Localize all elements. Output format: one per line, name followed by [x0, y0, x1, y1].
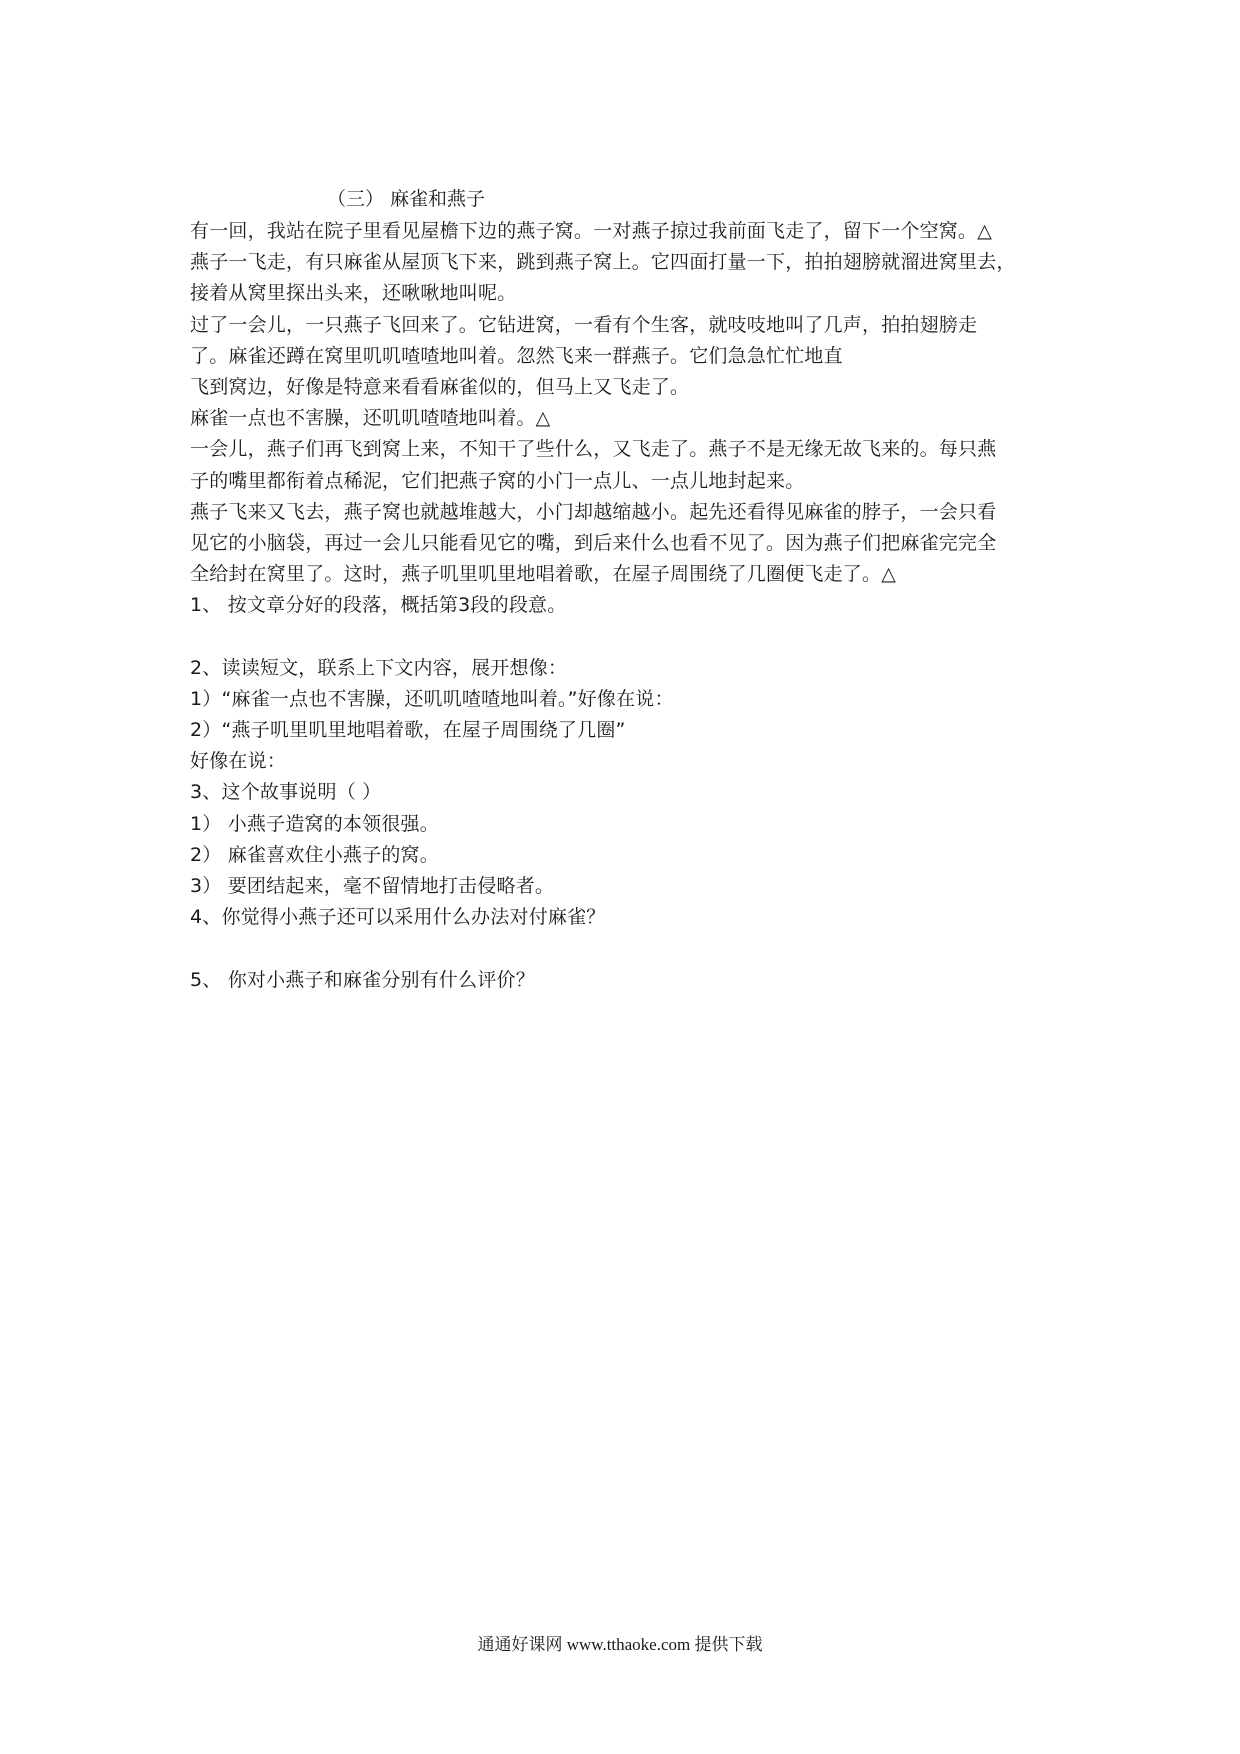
question-line: 5、 你对小燕子和麻雀分别有什么评价？	[190, 968, 535, 991]
question-line: 4、你觉得小燕子还可以采用什么办法对付麻雀？	[190, 906, 606, 929]
option-line: 2） 麻雀喜欢住小燕子的窝。	[190, 843, 439, 866]
blank-line	[190, 933, 1070, 964]
text-line: 有一回，我站在院子里看见屋檐下边的燕子窝。一对燕子掠过我前面飞走了，留下一个空窝。△	[190, 220, 993, 242]
blank-line	[190, 621, 1070, 652]
question-line: 3、这个故事说明（ ）	[190, 781, 382, 804]
document-title: （三） 麻雀和燕子	[327, 188, 486, 210]
text-line: 飞到窝边，好像是特意来看看麻雀似的，但马上又飞走了。	[190, 375, 690, 398]
question-line: 1、 按文章分好的段落，概括第3段的段意。	[190, 594, 567, 617]
page-footer: 通通好课网 www.tthaoke.com 提供下载	[477, 1635, 763, 1654]
question-line: 1）“麻雀一点也不害臊，还叽叽喳喳地叫着。”好像在说：	[190, 687, 674, 710]
option-line: 3） 要团结起来，毫不留情地打击侵略者。	[190, 874, 555, 897]
text-line: 麻雀一点也不害臊，还叽叽喳喳地叫着。△	[190, 407, 551, 430]
text-line: 见它的小脑袋，再过一会儿只能看见它的嘴，到后来什么也看不见了。因为燕子们把麻雀完完全	[190, 531, 997, 554]
document-body	[190, 216, 1070, 996]
text-line: 过了一会儿，一只燕子飞回来了。它钻进窝，一看有个生客，就吱吱地叫了几声，拍拍翅膀走	[190, 313, 978, 336]
text-line: 燕子一飞走，有只麻雀从屋顶飞下来，跳到燕子窝上。它四面打量一下，拍拍翅膀就溜进窝里去，	[190, 251, 1016, 274]
option-line: 1） 小燕子造窝的本领很强。	[190, 812, 439, 835]
text-line: 燕子飞来又飞去，燕子窝也就越堆越大，小门却越缩越小。起先还看得见麻雀的脖子，一会只看	[190, 500, 997, 523]
question-line: 好像在说：	[190, 750, 287, 773]
text-line: 全给封在窝里了。这时，燕子叽里叽里地唱着歌，在屋子周围绕了几圈便飞走了。△	[190, 563, 897, 586]
text-line: 了。麻雀还蹲在窝里叽叽喳喳地叫着。忽然飞来一群燕子。它们急急忙忙地直	[190, 344, 843, 367]
question-line: 2、读读短文，联系上下文内容，展开想像：	[190, 656, 568, 679]
question-line: 2）“燕子叽里叽里地唱着歌，在屋子周围绕了几圈”	[190, 719, 626, 741]
text-line: 接着从窝里探出头来，还啾啾地叫呢。	[190, 282, 517, 305]
text-line: 一会儿，燕子们再飞到窝上来，不知干了些什么，又飞走了。燕子不是无缘无故飞来的。每只燕	[190, 438, 997, 461]
text-line: 子的嘴里都衔着点稀泥，它们把燕子窝的小门一点儿、一点儿地封起来。	[190, 469, 805, 492]
